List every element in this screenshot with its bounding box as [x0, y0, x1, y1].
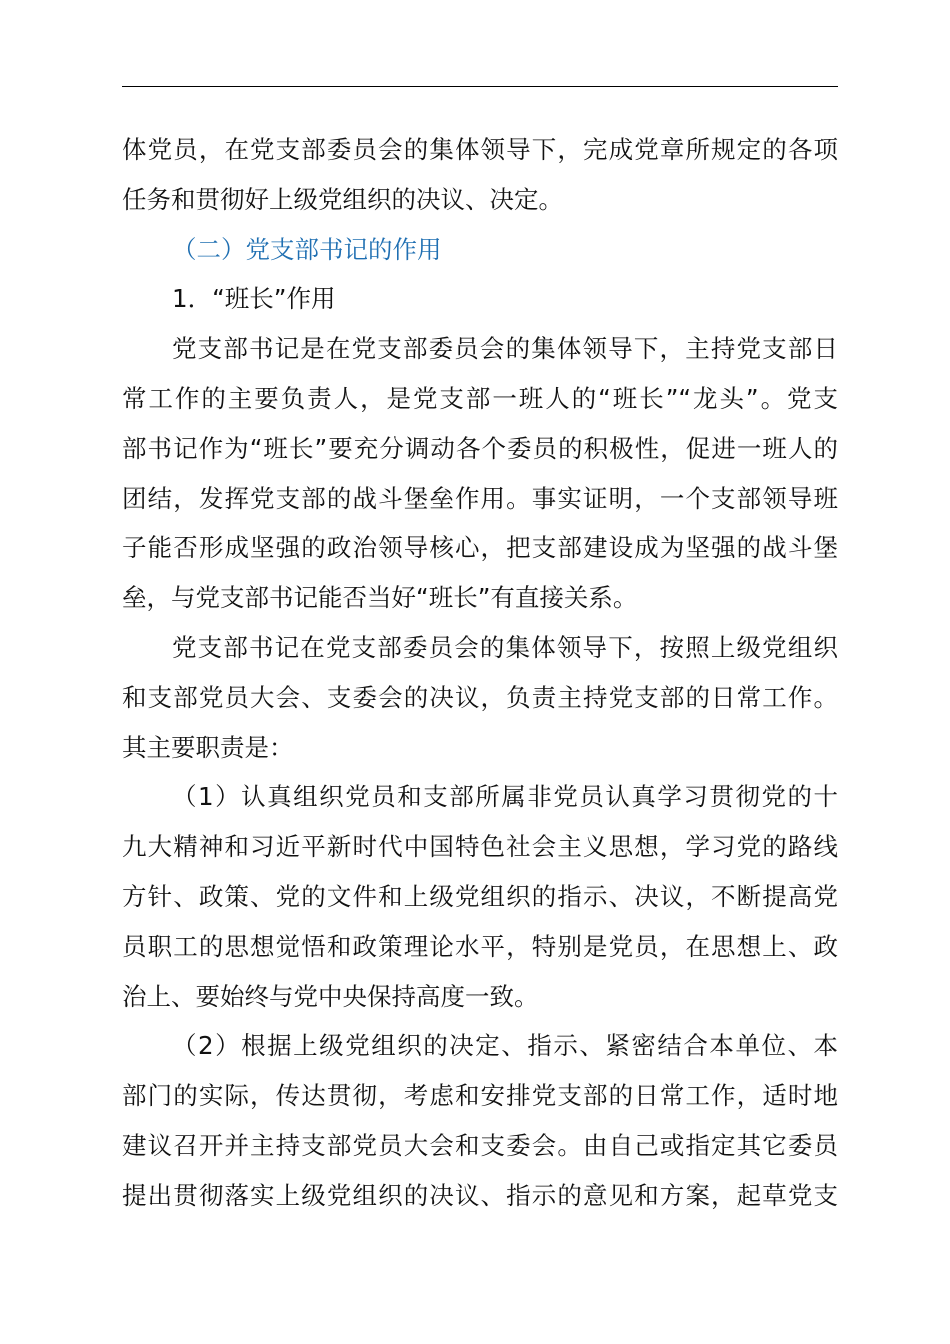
body-line: 方针、政策、党的文件和上级党组织的指示、决议，不断提高党	[122, 881, 838, 911]
body-line: 常工作的主要负责人，是党支部一班人的“班长”“龙头”。党支	[122, 383, 838, 413]
body-line: 体党员，在党支部委员会的集体领导下，完成党章所规定的各项	[122, 135, 838, 164]
body-line: 任务和贯彻好上级党组织的决议、决定。	[122, 184, 563, 214]
body-line: 治上、要始终与党中央保持高度一致。	[122, 981, 539, 1011]
header-rule	[122, 86, 838, 87]
body-line: 员职工的思想觉悟和政策理论水平，特别是党员，在思想上、政	[122, 931, 838, 961]
list-item-line: （1）认真组织党员和支部所属非党员认真学习贯彻党的十	[172, 782, 838, 812]
section-heading: （二）党支部书记的作用	[172, 234, 442, 264]
body-line: 团结，发挥党支部的战斗堡垒作用。事实证明，一个支部领导班	[122, 483, 838, 513]
body-line: 部门的实际，传达贯彻，考虑和安排党支部的日常工作，适时地	[122, 1081, 838, 1111]
body-line: 部书记作为“班长”要充分调动各个委员的积极性，促进一班人的	[122, 433, 838, 463]
body-line: 建议召开并主持支部党员大会和支委会。由自己或指定其它委员	[122, 1130, 838, 1160]
body-line: 提出贯彻落实上级党组织的决议、指示的意见和方案，起草党支	[122, 1180, 838, 1210]
body-line: 和支部党员大会、支委会的决议，负责主持党支部的日常工作。	[122, 682, 838, 712]
document-body	[122, 125, 838, 1221]
body-line: 其主要职责是：	[122, 732, 294, 762]
body-line: 垒，与党支部书记能否当好“班长”有直接关系。	[122, 583, 638, 613]
body-line: 党支部书记是在党支部委员会的集体领导下，主持党支部日	[172, 334, 838, 364]
body-line: 子能否形成坚强的政治领导核心，把支部建设成为坚强的战斗堡	[122, 533, 838, 563]
body-line: 党支部书记在党支部委员会的集体领导下，按照上级党组织	[172, 632, 838, 662]
body-line: 九大精神和习近平新时代中国特色社会主义思想，学习党的路线	[122, 832, 838, 862]
list-item-line: （2）根据上级党组织的决定、指示、紧密结合本单位、本	[172, 1031, 838, 1061]
subsection-heading: 1．“班长”作用	[172, 284, 336, 314]
